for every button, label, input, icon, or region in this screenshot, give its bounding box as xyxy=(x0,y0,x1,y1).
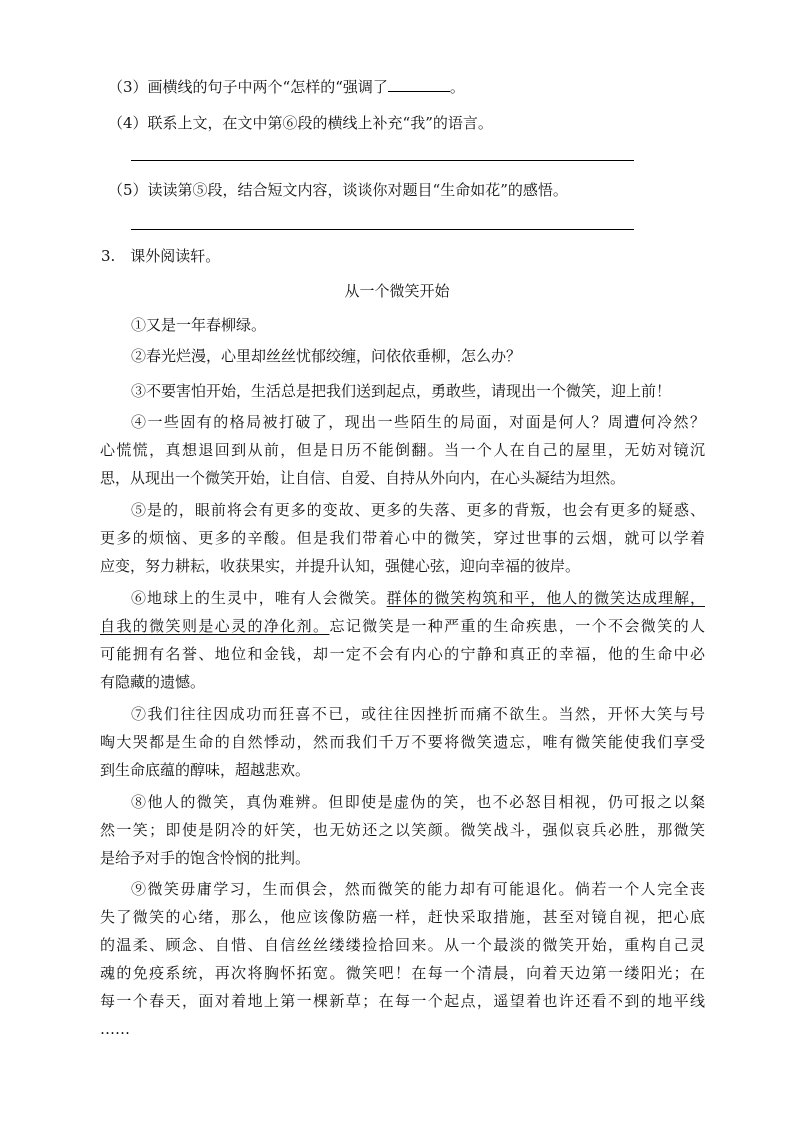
question-4: （4）联系上文，在文中第⑥段的横线上补充“我”的语言。 xyxy=(108,114,493,132)
underlined-sentence: 自我的微笑则是心灵的净化剂。 xyxy=(100,617,330,635)
paragraph-6-text: 忘记微笑是一种严重的生命疾患，一个不会微笑的人 xyxy=(329,617,705,635)
paragraph-3 xyxy=(100,377,705,405)
paragraph-4 xyxy=(100,408,705,492)
question-3-end: 。 xyxy=(449,78,465,96)
paragraph-line: 每一个春天，面对着地上第一棵新草；在每一个起点，遥望着也许还看不到的地平线 xyxy=(100,992,705,1010)
paragraph-line: ⑤是的，眼前将会有更多的变故、更多的失落、更多的背叛，也会有更多的疑惑、 xyxy=(131,501,705,519)
paragraph-line: ④一些固有的格局被打破了，现出一些陌生的局面，对面是何人？周遭何冷然？ xyxy=(131,413,705,431)
question-3-text: （3）画横线的句子中两个“怎样的“强调了 xyxy=(108,78,388,96)
paragraph-line: ③不要害怕开始，生活总是把我们送到起点，勇敢些，请现出一个微笑，迎上前！ xyxy=(131,382,672,400)
paragraph-line: ⑧他人的微笑，真伪难辨。但即使是虚伪的笑，也不必怒目相视，仍可报之以粲 xyxy=(131,793,705,811)
question-5: （5）读读第⑤段，结合短文内容，谈谈你对题目“生命如花”的感悟。 xyxy=(108,181,568,199)
paragraph-line: 更多的烦恼、更多的辛酸。但是我们带着心中的微笑，穿过世事的云烟，就可以学着 xyxy=(100,529,705,547)
paragraph-1 xyxy=(100,311,705,339)
paragraph-line: ②春光烂漫，心里却丝丝忧郁绞缠，问依依垂柳，怎么办？ xyxy=(131,347,522,365)
paragraph-7 xyxy=(100,700,705,784)
paragraph-8 xyxy=(100,788,705,872)
paragraph-line: ⑦我们往往因成功而狂喜不已，或往往因挫折而痛不欲生。当然，开怀大笑与号 xyxy=(131,705,705,723)
paragraph-line xyxy=(100,584,705,612)
paragraph-line: 魂的免疫系统，再次将胸怀拓宽。微笑吧！在每一个清晨，向着天边第一缕阳光；在 xyxy=(100,964,705,982)
underlined-sentence: 群体的微笑构筑和平，他人的微笑达成理解， xyxy=(386,589,705,607)
paragraph-line: 有隐藏的遗憾。 xyxy=(100,673,206,691)
paragraph-6 xyxy=(100,584,705,696)
paragraph-line: 可能拥有名誉、地位和金钱，却一定不会有内心的宁静和真正的幸福，他的生命中必 xyxy=(100,645,705,663)
paragraph-line: 心慌慌，真想退回到从前，但是日历不能倒翻。当一个人在自己的屋里，无妨对镜沉 xyxy=(100,441,705,459)
paragraph-line: 到生命底蕴的醇味，超越悲欢。 xyxy=(100,761,311,779)
paragraph-5 xyxy=(100,496,705,580)
paragraph-line: 应变，努力耕耘，收获果实，并提升认知，强健心弦，迎向幸福的彼岸。 xyxy=(100,557,581,575)
paragraph-line: ⑨微笑毋庸学习，生而俱会，然而微笑的能力却有可能退化。倘若一个人完全丧 xyxy=(131,880,705,898)
answer-blank[interactable] xyxy=(388,77,450,92)
paragraph-line xyxy=(100,612,705,640)
paragraph-line: ①又是一年春柳绿。 xyxy=(131,316,267,334)
paragraph-line: …… xyxy=(100,1020,130,1038)
paragraph-6-text: ⑥地球上的生灵中，唯有人会微笑。 xyxy=(131,589,387,607)
paragraph-2 xyxy=(100,342,705,370)
paragraph-line: 的温柔、顾念、自惜、自信丝丝缕缕捡拾回来。从一个最淡的微笑开始，重构自己灵 xyxy=(100,936,705,954)
passage-title: 从一个微笑开始 xyxy=(344,282,450,300)
paragraph-line: 然一笑；即使是阴冷的奸笑，也无妨还之以笑颜。微笑战斗，强似哀兵必胜，那微笑 xyxy=(100,821,705,839)
answer-line-5[interactable] xyxy=(131,229,634,230)
question-3 xyxy=(108,77,465,97)
answer-line-4[interactable] xyxy=(131,160,634,161)
paragraph-line: 失了微笑的心绪，那么，他应该像防癌一样，赶快采取措施，甚至对镜自视，把心底 xyxy=(100,908,705,926)
paragraph-line: 思，从现出一个微笑开始，让自信、自爱、自持从外向内，在心头凝结为坦然。 xyxy=(100,469,626,487)
paragraph-line: 是给予对手的饱含怜悯的批判。 xyxy=(100,849,311,867)
paragraph-line: 啕大哭都是生命的自然悸动，然而我们千万不要将微笑遗忘，唯有微笑能使我们享受 xyxy=(100,733,705,751)
paragraph-9 xyxy=(100,875,705,1043)
section-label: 3. 课外阅读轩。 xyxy=(101,247,221,265)
